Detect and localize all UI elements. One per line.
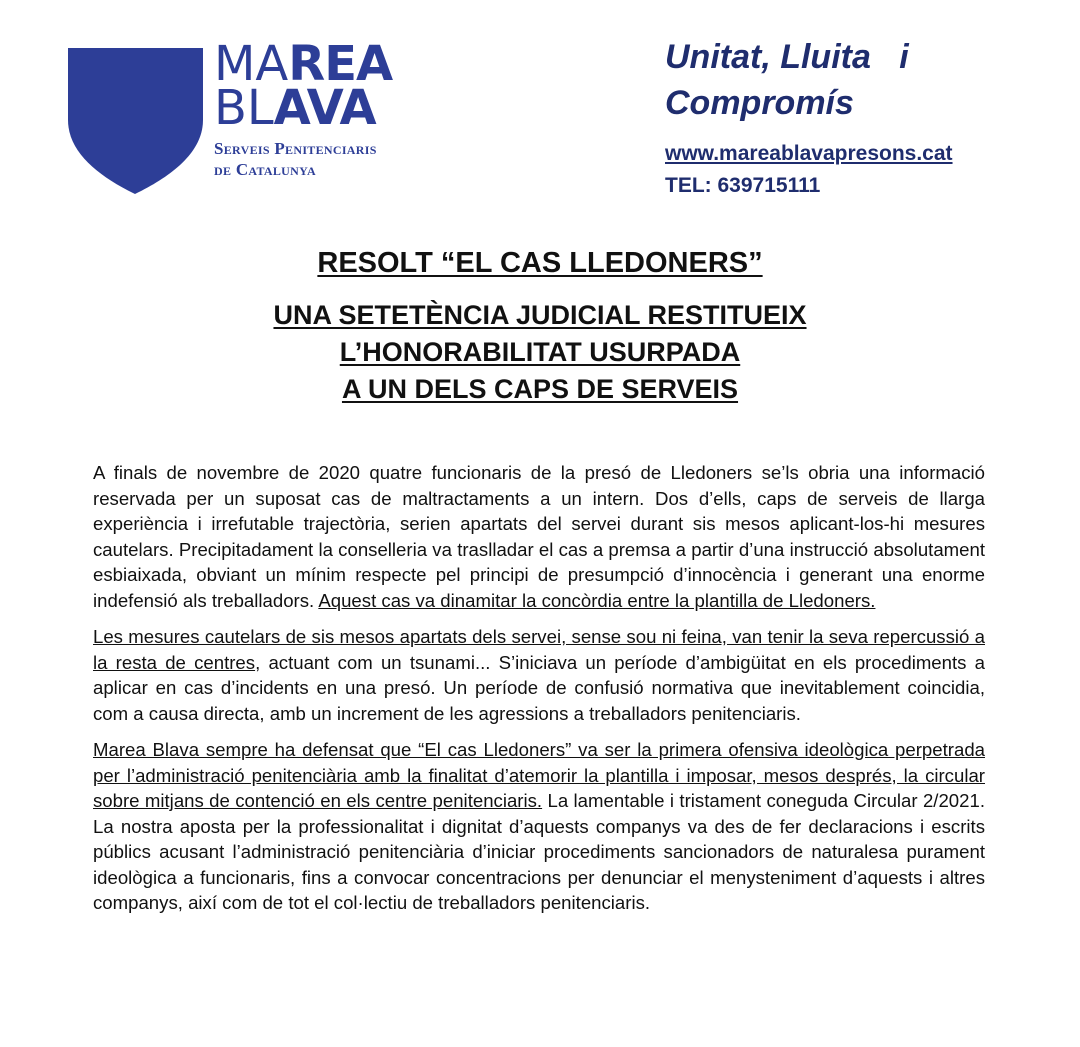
paragraph-3: Marea Blava sempre ha defensat que “El cas Lledoners” va ser la primera ofensiva ideològica perpetrada per l’administració penitenciària amb la finalitat d’atemorir la plantilla i imposar, mesos després, la circular sobre mitjans de contenció en els centre penitenciaris. La lamentable i tristament coneguda Circular 2/2021. La nostra aposta per la professionalitat i dignitat d’aquests companys va des de fer declaracions i escrits públics acusant l’administració penitenciària d’iniciar procediments sancionadors de naturalesa purament ideològica a funcionaris, fins a convocar concentracions per denunciar el menysteniment d’aquests i altres companys, així com de tot el col·lectiu de treballadors penitenciaris. xyxy=(93,739,985,913)
paragraph-2: Les mesures cautelars de sis mesos apartats dels servei, sense sou ni feina, van tenir la seva repercussió a la resta de centres, actuant com un tsunami... S’iniciava un període d’ambigüitat en els procediments a aplicar en cas d’incidents en una presó. Un període de confusió normativa que inevitablement coincidia, com a causa directa, amb un increment de les agressions a treballadors penitenciaris. xyxy=(93,626,985,724)
logo-line-1: MAREA xyxy=(214,36,393,92)
telephone: TEL: 639715111 xyxy=(665,174,821,197)
subtitle-line-1: UNA SETETÈNCIA JUDICIAL RESTITUEIX xyxy=(273,300,807,330)
subtitle-line-2: L’HONORABILITAT USURPADA xyxy=(339,337,741,367)
subtitle-line-3: A UN DELS CAPS DE SERVEIS xyxy=(341,374,739,404)
logo-subtitle: Serveis Penitenciaris de Catalunya xyxy=(214,139,377,179)
website-link[interactable]: www.mareablavapresons.cat xyxy=(665,142,953,165)
motto: Unitat, Lluita i Compromís xyxy=(665,38,909,122)
marea-blava-logo xyxy=(68,36,468,202)
article-body xyxy=(93,460,985,927)
page-title: RESOLT “EL CAS LLEDONERS” xyxy=(317,247,763,279)
document-titles xyxy=(0,243,1080,408)
shield-icon xyxy=(68,48,203,194)
logo-wordmark xyxy=(214,36,474,180)
logo-line-2: BLAVA xyxy=(214,80,376,136)
paragraph-1: A finals de novembre de 2020 quatre funcionaris de la presó de Lledoners se’ls obria una informació reservada per un suposat cas de maltractaments a un intern. Dos d’ells, caps de serveis de llarga experiència i irrefutable trajectòria, serien apartats del servei durant sis mesos aplicant-los-hi mesures cautelars. Precipitadament la conselleria va traslladar el cas a premsa a partir d’una instrucció absolutament esbiaixada, obviant un mínim respecte pel principi de presumpció d’innocència i generant una enorme indefensió als treballadors. Aquest cas va dinamitar la concòrdia entre la plantilla de Lledoners. xyxy=(93,462,985,611)
header-contact xyxy=(665,34,1005,200)
